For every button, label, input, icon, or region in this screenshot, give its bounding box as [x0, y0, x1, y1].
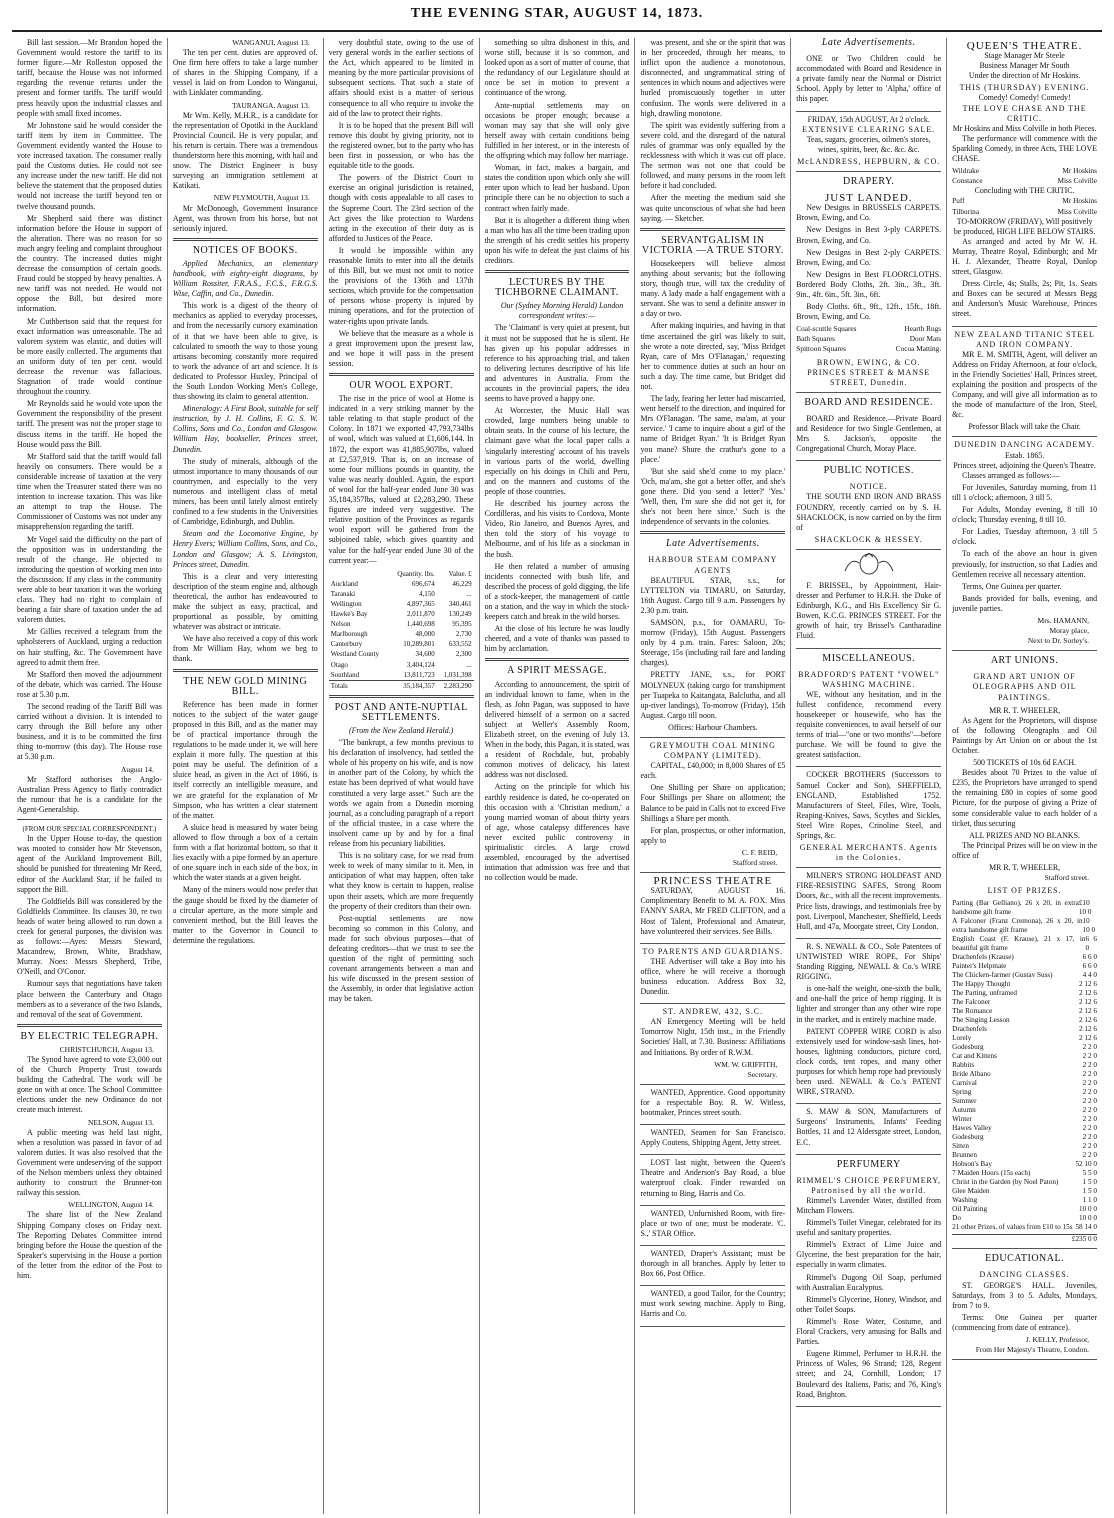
table-row: Nelson 1,440,698 95,395 [330, 620, 472, 629]
prize-row: Christ in the Garden (by Noel Paton) 1 5 0 [952, 1178, 1098, 1187]
paragraph: A sluice head is measured by water being allowed to flow through a box of a certain form with a flat horizontal bottom, so that it lies exactly with a pipe formed by an aperture of one square inch in each side of the box, in which the water stands at a given height. [172, 822, 318, 883]
section-heading: MISCELLANEOUS. [822, 652, 916, 664]
paragraph: Bill last session.—Mr Brandon hoped the Government would restore the tariff to its former figure.—Mr Rolleston opposed the tariff, because the House was not informed regarding the revenue returns under the present and former tariffs. The tariff would press heavily upon the industrial classes and people with small fixed incomes. [17, 38, 162, 118]
paragraph: something so ultra dishonest in this, and worse still, because it is so common, and looked upon as a sort of matter of course, that the redundancy of our Legislature should at once be set in motion to prevent a continuance of the wrong. [484, 38, 630, 98]
prize-row: Cat and Kittens 2 2 0 [952, 1052, 1098, 1061]
paragraph: Applied Mechanics, an elementary handbook, with eighty-eight diagrams, by William Rossiter, F.R.A.S., F.C.S., F.R.G.S. Wise, Caffin, and Co., Dunedin. [172, 258, 318, 299]
advertisement: S. MAW & SON, Manufacturers of Surgeons' Instruments, Infants' Feeding Bottles, 11 and 12 Aldersgate street, London, E.C. [796, 1104, 941, 1154]
advertisement: RIMMEL'S CHOICE PERFUMERY, Patronised by all the world. Rimmel's Lavender Water, distilled from Mitcham Flowers. Rimmel's Toilet Vinegar, celebrated for its useful and sanitary properties. Rimmel's Extract of Lime Juice and Glycerine, the best preparation for the hair, especially in warm climates. Rimmel's Dugong Oil Soap, perfumed with Australian Eucalyptus. Rimmel's Glycerine, Honey, Windsor, and other Toilet Soaps. Rimmel's Rose Water, Costume, and Floral Crackers, very amusing for Balls and Parties. Eugene Rimmel, Perfumer to H.R.H. the Princess of Wales, 96 Strand; 128, Regent street; and 24, Cornhill, London; 17 Boulevard des Italiens, Paris; and 76, King's Road, Brighton. [796, 1173, 941, 1407]
advertisement: JUST LANDED. New Designs in BRUSSELS CARPETS. Brown, Ewing, and Co. New Designs in Best 3-ply CARPETS. Brown, Ewing, and Co. New Designs in Best 2-ply CARPETS. Brown, Ewing, and Co. New Designs in Best FLOORCLOTHS. Bordered Body Cloths, 2ft. 3in., 3ft., 3ft. 9in., 4ft. 6in., 5ft. 3in., 6ft. Body Cloths. 6ft., 9ft., 12ft., 15ft., 18ft. Brown, Ewing, and Co. Coal-scuttle Squares Hearth Rugs Bath Squares Door Mats Spittoon Squares Cocoa Matting. BROWN, EWING, & CO. PRINCES STREET & MANSE STREET, Dunedin. [796, 190, 941, 393]
paragraph: Mr Cuthbertson said that the request for exact information was unreasonable. The ad valorem system was elastic, and duties will be more easily collected. The arguments that an uniform duty of ten per cent. would decrease the revenue was fallacious. Stagnation of trade would continue throughout the country. [17, 316, 162, 397]
dateline: TAURANGA, August 13. [231, 100, 310, 110]
paragraph: Mr Vogel said the difficulty on the part of the opposition was in understanding the result of the change. He objected to introducing the question of working men into the discussion. If any class in the community were able to bear taxation it was the working class. They had no right to complain of bearing a fair share of taxation under the ad valorem duties. [17, 534, 162, 625]
column-5 [635, 38, 791, 1514]
paragraph: Ante-nuptial settlements may on occasions be proper enough; because a woman may say that she will only give herself away with certain conditions being fulfilled in her interest, or in the interests of the offspring which may follow her marriage. [484, 100, 630, 161]
column-2 [168, 38, 324, 1514]
paragraph: Housekeepers will believe almost anything about servants; but the following story, though true, will tax the credulity of many. A lady made a half engagement with a servant. She was to send a definite answer in a day or two. [640, 258, 786, 319]
prize-row: Drachenfels (Krause) 6 6 0 [952, 953, 1098, 962]
paragraph: Steam and the Locomotive Engine, by Henry Evers; William Collins, Sons, and Co., London and Glasgow; A. S. Livingston, Princes street, Dunedin. [172, 529, 318, 569]
section-heading: A SPIRIT MESSAGE. [507, 665, 607, 677]
paragraph: He then related a number of amusing incidents connected with bush life, and described the process of gold digging, the life of a stock-keeper, the management of cattle on a station, and the way in which the stock-keepers catch and break in the wild horses. [484, 561, 630, 622]
prize-row: Carnival 2 2 0 [952, 1079, 1098, 1088]
advertisement: LOST last night, between the Queen's Theatre and Anderson's Bay Road, a blue waterproof cloak. Finder rewarded on returning to Bing, Harris and Co. [640, 1155, 785, 1205]
correspondent-line: (FROM OUR SPECIAL CORRESPONDENT.) [22, 825, 157, 834]
paragraph: This is no solitary case, for we read from week to week of many similar to it. Men, in anticipation of what may happen, often take what they know is certain to happen, realise upon their assets, which are more frequently the property of their creditors than their own. [328, 851, 474, 911]
table-row: Marlborough 48,000 2,730 [330, 630, 472, 639]
paragraph: 'But she said she'd come to my place.' 'Och, ma'am, she got a better offer, and she's gone there. Did you send a letter?' 'Yes.' 'Well, then, I'm sure she did not get it, for she's not been here since.' Such is the independence of servants in the colonies. [640, 466, 786, 527]
prize-row: 7 Maiden Hours (15s each) 5 5 0 [952, 1169, 1098, 1178]
section-heading: POST AND ANTE-NUPTIAL SETTLEMENTS. [334, 701, 468, 723]
paragraph: After making inquiries, and having in that time ascertained the girl was likely to suit, she wrote a note directed, say, 'Miss Bridget Ryan, care of Mrs O'Flanagan,' requesting her to commence duties at such an hour on such a day. The time came, but Bridget did not. [640, 321, 786, 391]
prize-row: Drachenfels 2 12 6 [952, 1025, 1098, 1034]
wool-export-table: Quantity. lbs. Value. £ Auckland 696,674 46,229 Taranaki 4,150 ... Wellington 4,897,365 340,461 Hawke's Bay 2,011,870 130,249 Nelson 1,440,698 95,395 Marlborough 48,000 2,730 Canterbury 10,289,801 633,552 Westland County 34,600 2,300 Otago 3,404,124 ... Southland 13,811,723 1,031,398 Totals 35,184,357 2,283,290 [330, 569, 472, 690]
advertisement: F. BRISSEL, by Appointment, Hair-dresser and Perfumer to H.R.H. the Duke of Edinburgh, K.G., and His Excellency Sir G. Bowen, K.C.G. PRINCES STREET. For the growth of hair, try Brissel's Cantharadine Fluid. [796, 578, 941, 649]
paragraph: The second reading of the Tariff Bill was carried without a division. It is intended to carry through the Bill before any other business, and it is to be committed the first thing to-morrow (this day). The House rose at 5.30 p.m. [17, 702, 162, 762]
section-heading: NOTICES OF BOOKS. [192, 244, 298, 256]
paragraph: Mr Wm. Kelly, M.H.R., is a candidate for the representation of Opotiki in the Auckland Provincial Council. He is very popular, and his return is certain. There was a tremendous thunderstorm here this morning, with hail and snow. The District Engineer is busy surveying an immigration settlement at Katikati. [172, 110, 318, 191]
paragraph: It is to be hoped that the present Bill will remove this doubt by giving priority, not to the registered owner, but to the party who has been first in possession, or who has the equitable title to the goods. [328, 120, 474, 171]
prize-row: Godesburg 2 2 0 [952, 1133, 1098, 1142]
paragraph: The share list of the New Zealand Shipping Company closes on Friday next. The Reporting Debates Committee intend bringing before the House the question of the Speaker's supervising in the House a portion of the letter from the editor of the Post to him. [17, 1210, 162, 1280]
advertisement: NEW ZEALAND TITANIC STEEL AND IRON COMPANY. MR E. M. SMITH, Agent, will deliver an Address on Friday Afternoon, at four o'clock, in the Friendly Societies' Hall, Princes street, explaining the position and prospects of the Company, and will give all information as to the mode of manufacture of the Iron, Steel, &c. Professor Black will take the Chair. [952, 327, 1097, 438]
section-heading: Late Advertisements. [821, 38, 916, 48]
paragraph: This is a clear and very interesting description of the steam engine and, although theoretical, the author has endeavoured to make the subject as easy, practical, and proportional as possible, by omitting whatever was abstract or intricate. [172, 571, 318, 632]
dateline: WANGANUI, August 13. [232, 38, 310, 47]
advertisement: DUNEDIN DANCING ACADEMY. Estab. 1865. Princes street, adjoining the Queen's Theatre. Classes arranged as follows:— For Juveniles, Saturday morning, from 11 till 1 o'clock; afternoon, 3 till 5. For Adults, Monday evening, 8 till 10 o'clock; Thursday evening, 8 till 10. For Ladies, Tuesday afternoon, 3 till 5 o'clock. To each of the above an hour is given previously, for instruction, so that Ladies and Gentlemen receive all necessary attention. Terms, One Guinea per quarter. Bands provided for balls, evening, and juvenile parties. Mrs. HAMANN, Moray place, Next to Dr. Sorley's. [952, 437, 1097, 651]
prize-row: Washing 1 1 0 [952, 1196, 1098, 1205]
advertisement: QUEEN'S THEATRE. Stage Manager Mr Steele Business Manager Mr South Under the direction of Mr Hoskins. THIS (THURSDAY) EVENING. Comedy! Comedy! Comedy! THE LOVE CHASE AND THE CRITIC. Mr Hoskins and Miss Colville in both Pieces. The performance will commence with the Sparkling Comedy, in three Acts, THE LOVE CHASE. Wildrake Mr Hoskins Constance Miss Colville Concluding with THE CRITIC. Puff Mr Hoskins Tilburina Miss Colville TO-MORROW (FRIDAY), Will positively be produced, HIGH LIFE BELOW STAIRS. As arranged and acted by Mr W. H. Murray, Theatre Royal, Edinburgh; and Mr H. J. Alexander, Theatre Royal, Dunlop street, Glasgow. Dress Circle, 4s; Stalls, 2s; Pit, 1s. Seats and Boxes can be secured at Messrs Begg and Anderson's Music Warehouse, Princes street. [952, 38, 1097, 327]
dateline: CHRISTCHURCH, August 13. [59, 1044, 154, 1054]
prize-list [952, 899, 1097, 1232]
prize-row: Lorely 2 12 6 [952, 1034, 1098, 1043]
paragraph: very doubtful state, owing to the use of very general words in the earlier sections of the Act, which appeared to be limited in meaning by the more particular provisions of subsequent sections. That such a state of affairs should exist is a matter of serious consequence to all who require to invoke the aid of the law to protect their rights. [328, 38, 474, 118]
paragraph: Mr Reynolds said he would vote upon the Government the responsibility of the present tariff. The present was not the proper stage to discuss items in the tariff. He hoped the House would pass the Bill. [17, 399, 162, 449]
dateline: NEW PLYMOUTH, August 13. [213, 193, 310, 203]
table-row: Auckland 696,674 46,229 [330, 579, 472, 588]
source-line: Our (Sydney Morning Herald) London correspondent writes:— [500, 301, 624, 321]
prize-row: A Falconer (Franz Cremona), 26 x 20, in extra handsome gilt frame 10 10 0 [952, 917, 1096, 935]
paragraph: The spirit was evidently suffering from a severe cold, and the disregard of the natural rules of grammar was only equalled by the recklessness with which it was cut off place. The sermon was not one that could be followed, and many persons in the room left before it had concluded. [640, 120, 786, 191]
parliament-report [17, 38, 162, 815]
prize-row: The Falconer 2 12 6 [952, 998, 1098, 1007]
dateline: NELSON, August 13. [88, 1117, 154, 1127]
source-line: (From the New Zealand Herald.) [349, 726, 454, 735]
section-heading: Late Advertisements. [666, 538, 760, 550]
paragraph: The Synod have agreed to vote £3,000 out of the Church Property Trust towards building the Cathedral. The work will be gone on with at once. The School Committee elections under the new Ordinance do not create much interest. [17, 1055, 162, 1115]
table-row: Westland County 34,600 2,300 [330, 650, 472, 659]
prize-row: The Singing Lesson 2 12 6 [952, 1016, 1098, 1025]
paragraph: Acting on the principle for which his earthly residence is dated, he co-operated on this occasion with a 'Christian medium,' a young married woman of about thirty years of age, whose catalepsy differences have never excited public controversy in spiritualistic circles. A large crowd assembled, encouraged by the advertised intimation that admission was free and that no collection would be made. [484, 782, 630, 883]
paragraph: "The bankrupt, a few months previous to his declaration of insolvency, had settled the whole of his property on his wife, and is now in another part of the Colony, by which the estate has been deprived of what would have constituted a very large asset." Such are the words we again from a Dunedin morning journal, as a concluding paragraph of a report of the official trustee, in a case where the insolvent came up by and by for a final release from his pecuniary liabilities. [328, 738, 474, 849]
prize-row: English Coast (F. Krause), 21 x 17, in beautiful gilt frame 6 6 0 [952, 935, 1098, 953]
section-heading: SERVANTGALISM IN VICTORIA —A TRUE STORY. [641, 234, 784, 256]
paragraph: Mr Stafford said that the tariff would fall heavily on consumers. There would be a considerable increase of taxation at the very time when the Treasurer stated there was no intention to increase taxation. This was like an attempt to trap the House. The Commissioner of Customs was not under any misapprehension regarding the tariff. [17, 451, 162, 532]
prize-row: Sitten 2 2 0 [952, 1142, 1098, 1151]
prize-row: Brunnen 2 2 0 [952, 1151, 1098, 1160]
advertisement: BRADFORD'S PATENT "VOWEL" WASHING MACHINE. WE, without any hesitation, and in the fullest confidence, recommend every housekeeper or housewife, who has the requisite conveniences, to avail herself of our terms of trial—"one or two months"—before purchase. We will be found to give the greatest satisfaction. [796, 667, 941, 768]
paragraph: A public meeting was held last night, when a resolution was passed in favor of ad valorem duties. It was also resolved that the Government were undeserving of the support of the Nelson members unless they obtained authority to construct the Brunner-ton railway this session. [17, 1127, 162, 1198]
prize-row: The Chicken-farmer (Gustav Suss) 4 4 0 [952, 971, 1098, 980]
advertisement: COCKER BROTHERS (Successors to Samuel Cocker and Son), SHEFFIELD, ENGLAND, Established 1752. Manufacturers of Steel, Files, Wire, Tools, Reaping-Knives, Saws, Scythes and Sickles, Steel Wire Ropes, Crinoline Steel, and Springs, &c. GENERAL MERCHANTS. Agents in the Colonies. [796, 767, 941, 868]
table-row: Canterbury 10,289,801 633,552 [330, 640, 472, 649]
advertisement: R. S. NEWALL & CO., Sole Patentees of UNTWISTED WIRE ROPE, For Ships' Standing Rigging, NEWALL & Co.'s WIRE RIGGING. is one-half the weight, one-sixth the bulk, and one-half the price of hemp rigging. It is lighter and stronger than any other wire rope in the market, and is entirely machine made. PATENT COPPER WIRE CORD is also extensively used for window-sash lines, hot-houses, lightning conductors, picture cord, clock cords, tent ropes, and many other purposes for which hemp rope had previously been used. NEWALL & Co.'s PATENT WIRE, STRAND. [796, 939, 941, 1104]
section-heading: BOARD AND RESIDENCE. [804, 396, 934, 408]
paragraph: According to announcement, the spirit of an individual known to fame, when in the flesh, as John Pagan, was supposed to have delivered himself of a sermon on a sacred subject at Weller's Assembly Room, Elizabeth street, on the evening of July 13. When in the body, this Pagan, it is stated, was a resident of Rochdale, but, probably common motives of delicacy, his latest address was not disclosed. [484, 679, 630, 780]
paragraph: Mr Stafford authorises the Anglo-Australian Press Agency to flatly contradict the rumour that he is a candidate for the Agent-Generalship. [17, 774, 162, 814]
advertisement: HARBOUR STEAM COMPANY AGENTS BEAUTIFUL STAR, s.s., for LYTTELTON via TIMARU, on Saturday, 16th August. Cargo till 9 a.m. Passengers by 2.30 p.m. train. SAMSON, p.s., for OAMARU, To-morrow (Friday), 15th August. Passengers only by 4 p.m. train. Fares: Saloon, 20s; Steerage, 15s (including rail fare and landing charges). PRETTY JANE, s.s., for PORT MOLYNEUX (taking cargo for transhipment per Tuapeka to Kaitangata, Balclutha, and all up-river landings), To-morrow (Friday), 15th August. Cargo till noon. Offices: Harbour Chambers. [640, 552, 785, 738]
paragraph: Woman, in fact, makes a bargain, and states the condition upon which only she will enter upon which to lead her husband. Upon principle there can be no objection to such a contract when fairly made. [484, 163, 630, 213]
column-4 [480, 38, 636, 1514]
paragraph: Mineralogy: A First Book, suitable for self instruction, by J. H. Collins, F. G. S. W. Collins, Sons and Co., London and Glasgow. William Hay, bookseller, Princes street, Dunedin. [172, 404, 318, 454]
paragraph: He described his journey across the Cordilleras, and his visits to Cordova, Monte Video, Rio Janeiro, and Buenos Ayres, and then told the story of his voyage to Melbourne, and of his life as a stockman in the bush. [484, 499, 630, 559]
prize-row: Hobson's Bay 52 10 0 [952, 1160, 1098, 1169]
paragraph: We believe that the measure as a whole is a great improvement upon the present law, and we hope it will pass in the present session. [328, 328, 474, 368]
paragraph: The study of minerals, although of the utmost importance to many thousands of our countrymen, and especially to the very numerous and intelligent class of metal miners, has been until lately almost entirely confined to a few students in the Universities of Cambridge, Edinburgh, and Dublin. [172, 456, 318, 527]
advertisement: GREYMOUTH COAL MINING COMPANY (LIMITED). CAPITAL, £40,000; in 8,000 Shares of £5 each. One Shilling per Share on application; Four Shillings per Share on allotment; the Balance to be paid in Calls not to exceed Five Shillings a Share per month. For plan, prospectus, or other information, apply to C. F. REID, Stafford street. [640, 738, 785, 873]
prize-row: Glee Maiden 1 5 0 [952, 1187, 1098, 1196]
prize-row: The Romance 2 12 6 [952, 1007, 1098, 1016]
table-row: Hawke's Bay 2,011,870 130,249 [330, 610, 472, 619]
paragraph: The powers of the District Court to exercise an original jurisdiction is retained, though with costs appealable to all cases to the Supreme Court. The 23rd section of the Act gives the like protection to Wardens acting in the execution of their duty as is afforded to Justices of the Peace. [328, 173, 474, 243]
advertisement: WANTED, Seamen for San Francisco. Apply Coutens, Shipping Agent, Jetty street. [640, 1125, 785, 1155]
paragraph: In the Upper House to-day, the question was mooted to consider how Mr Stevenson, agent of the Auckland Improvement Bill, should be punished for threatening Mr Reed, editor of the Auckland Star, if he failed to support the Bill. [17, 834, 162, 894]
paragraph: After the meeting the medium said she was quite unconscious of what she had been saying. — Sketcher. [640, 193, 786, 223]
advertisement: NOTICE. THE SOUTH END IRON AND BRASS FOUNDRY, recently carried on by S. H. SHACKLOCK, is now carried on by the firm of SHACKLOCK & HESSEY. [796, 479, 941, 550]
paragraph: This work is a digest of the theory of mechanics as applied to everyday processes, and from the necessarily cursory examination of it that we have been able to give, is calculated to smooth the way to those young artisans becoming constantly more required to work the advance of art and science. It is dedicated to Professor Huxley, Principal of the South London Working Men's College, thus showing its claim to general attention. [172, 301, 318, 402]
paragraph: The ten per cent. duties are approved of. One firm here offers to take a large number of shares in the Shipping Company, if a vessel is laid on from London to Wanganui, with Linklater commanding. [172, 48, 318, 98]
paragraph: We have also received a copy of this work from Mr William Hay, whom we beg to thank. [172, 634, 318, 664]
prize-row: Godesburg 2 2 0 [952, 1043, 1098, 1052]
table-total-row: Totals 35,184,357 2,283,290 [330, 681, 472, 690]
paragraph: Post-nuptial settlements are now becoming so common in this Colony, and made for such obvious purposes—that of defeating creditors—that we trust to see the question of the right of permitting such covenant arrangements between a man and his wife discussed in the present session of the Assembly, in order that legislative action may be taken. [328, 913, 474, 1004]
prize-row: Autumn 2 2 0 [952, 1106, 1098, 1115]
paragraph: Mr McDonough, Government Insurance Agent, was thrown from his horse, but not seriously injured. [172, 203, 318, 233]
advertisement: ST. ANDREW, 432, S.C. AN Emergency Meeting will be held Tomorrow Night, 15th inst., in the Friendly Societies' Hall, at 7.30. Business: Affiliations and Initiations. By order of R.W.M. WM. W. GRIFFITH, Secretary. [640, 1004, 785, 1085]
column-1 [12, 38, 168, 1514]
advertisement: MILNER'S STRONG HOLDFAST AND FIRE-RESISTING SAFES, Strong Room Doors, &c., with all the recent improvements. Price lists, drawings, and testimonials free by post. Liverpool, Manchester, Sheffield, Leeds Hull, and 47a, Moorgate street, City London. [796, 868, 941, 939]
royal-arms-icon [796, 553, 941, 575]
paragraph: Rumour says that negotiations have taken place between the Canterbury and Otago members as to a severance of the two Islands, and removal of the seat of Government. [17, 979, 162, 1019]
prize-row: Winter 2 2 0 [952, 1115, 1098, 1124]
prize-total: £235 0 0 [1071, 1235, 1098, 1244]
section-heading: OUR WOOL EXPORT. [349, 380, 453, 391]
advertisement: WANTED, Unfurnished Room, with fire-place or two of one; must be moderate. 'C. S.,' STAR Office. [640, 1206, 785, 1246]
prize-row: Parting (Bar Gelliano), 26 x 20, in extra handsome gilt frame £10 10 0 [952, 899, 1092, 917]
section-heading: BY ELECTRIC TELEGRAPH. [20, 1030, 159, 1042]
advertisement: TO PARENTS AND GUARDIANS. THE Advertiser will take a Boy into his office, where he will receive a thorough business education. Address Box 32, Dunedin. [640, 944, 785, 1004]
advertisement: GRAND ART UNION OF OLEOGRAPHS AND OIL PAINTINGS. MR R. T. WHEELER, As Agent for the Proprietors, will dispose of the following Oleographs and Oil Paintings by Art Union on or about the 1st October. 500 TICKETS of 10s 6d EACH. Besides about 70 Prizes to the value of £235, the Proprietors have arranged to spend the remaining £80 in copies of some good Picture, for the purpose of giving a Prize of some considerable value to each holder of a ticket, thus securing ALL PRIZES AND NO BLANKS. The Principal Prizes will be on view in the office of MR R. T. WHEELER, Stafford street. LIST OF PRIZES. Parting (Bar Gelliano), 26 x 20, in extra handsome gilt frame £10 10 0 A Falconer (Franz Cremona), 26 x 20, in extra handsome gilt frame 10 10 0 English Coast (F. Krause), 21 x 17, in beautiful gilt frame 6 6 0 Drachenfels (Krause) 6 6 0 Painter's Helpmate 6 6 0 The Chicken-farmer (Gustav Suss) 4 4 0 The Happy Thought 2 12 6 The Parting, unframed 2 12 6 The Falconer 2 12 6 The Romance 2 12 6 The Singing Lesson 2 12 6 Drachenfels 2 12 6 Lorely 2 12 6 Godesburg 2 2 0 Cat and Kittens 2 2 0 Rabbits 2 2 0 Bride Albano 2 2 0 Carnival 2 2 0 Spring 2 2 0 Summer 2 2 0 Autumn 2 2 0 Winter 2 2 0 Hawes Valley 2 2 0 Godesburg 2 2 0 Sitten 2 2 0 Brunnen 2 2 0 Hobson's Bay 52 10 0 7 Maiden Hours (15s each) 5 5 0 Christ in the Garden (by Noel Paton) 1 5 0 Glee Maiden 1 5 0 Washing 1 1 0 Oil Painting 10 0 0 Do 10 0 0 21 other Prizes, of values from £10 to 15s 58 14 0 £235 0 0 [952, 669, 1097, 1249]
prize-row: 21 other Prizes, of values from £10 to 15s 58 14 0 [952, 1223, 1098, 1232]
section-heading: ART UNIONS. [990, 655, 1059, 667]
prize-row: Hawes Valley 2 2 0 [952, 1124, 1098, 1133]
prize-row: Do 10 0 0 [952, 1214, 1098, 1223]
paragraph: At Worcester, the Music Hall was crowded, large numbers being unable to obtain seats. In the course of his lecture, the claimant gave what the local paper calls a 'singularly interesting' account of his travels in various parts of the world, dwelling especially on his doings in Chili and Peru, and on the manners and customs of the people of those countries. [484, 406, 630, 496]
masthead: THE EVENING STAR, AUGUST 14, 1873. [12, 6, 1102, 32]
section-heading: PERFUMERY [836, 1158, 901, 1170]
paragraph: The rise in the price of wool at Home is indicated in a very striking manner by the table relating to that staple product of the Colony. In 1871 we exported 47,793,734lbs of wool, which was valued at £1,606,144. In 1872, the export was 41,885,907lbs, valued at £2,537,919. That is, on an increase of some four millions pounds in quantity, the value was nearly doubled. Again, the export of wool for the half-year ended June 30 was 35,184,357lbs, valued at £2,283,290. These figures are indeed very suggestive. The relative position of the Provinces as regards wool export will be gathered from the subjoined table, which gives quantity and value for the half-year ended June 30 of the current year:— [328, 394, 474, 565]
dateline: August 14. [120, 764, 154, 774]
advertisement: ONE or Two Children could be accommodated with Board and Residence in a private family near the Normal or District School. Apply by letter to 'Alpha,' office of this paper. [796, 51, 941, 111]
table-row: Southland 13,811,723 1,031,398 [330, 670, 472, 679]
paragraph: The Goldfields Bill was considered by the Goldfields Committee. Its clauses 30, re two heads of water being allowed to run down a creek for general purposes, the division was as follows:—Ayes: Messrs Steward, Macandrew, Brown, White, Bradshaw, Murray. Noes: Messrs Shepherd, Tribe, O'Neill, and O'Conor. [17, 896, 162, 977]
prize-row: Summer 2 2 0 [952, 1097, 1098, 1106]
section-heading: PUBLIC NOTICES. [823, 465, 914, 477]
advertisement: WANTED, Draper's Assistant; must be thorough in all branches. Apply by letter to Box 66, Post Office. [640, 1246, 785, 1286]
prize-row: Painter's Helpmate 6 6 0 [952, 962, 1098, 971]
column-6 [791, 38, 947, 1514]
table-row: Taranaki 4,150 ... [330, 589, 472, 598]
section-heading: EDUCATIONAL. [985, 1253, 1065, 1265]
column-7 [947, 38, 1102, 1514]
paragraph: Reference has been made in former notices to the subject of the water gauge proposed in this Bill, and as the matter may be of practical importance through the regulations to be made under it, we will here explain it more fully. The question at this point may be useful. The definition of a sluice head, as given in the Act of 1866, is itself correctly an intelligible measure, and we are grateful for the explanation of Mr Simpson, who has written a clear statement of the matter. [172, 699, 318, 820]
paragraph: At the close of his lecture he was loudly cheered, and a vote of thanks was passed to him by acclamation. [484, 624, 630, 654]
table-row: Wellington 4,897,365 340,461 [330, 599, 472, 608]
section-heading: DRAPERY. [843, 176, 895, 188]
paragraph: The 'Claimant' is very quiet at present, but it must not be supposed that he is silent. He has given up his popular addresses in reference to his approaching trial, and taken to delivering lectures descriptive of his life and adventures in Australia. From the accounts in the provincial papers, the idea seems to have proved a happy one. [484, 323, 630, 404]
paragraph: Mr Shepherd said there was distinct information before the House in support of the alteration. There was no reason for so much angry feeling and complaint throughout the country. The increased duties might decrease the consumption of certain goods. Fraud could be stopped by heavy penalties. A new tariff was not needed. He would not oppose the Bill, but desired more information. [17, 213, 162, 314]
advertisement: WANTED, a good Tailor, for the Country; must work sewing machine. Apply to Bing, Harris and Co. [640, 1286, 785, 1326]
paragraph: Mr Gillies received a telegram from the upholsterers of Auckland, urging a reduction on hair stuffing, &c. The Government have agreed to admit them free. [17, 627, 162, 667]
paragraph: Mr Stafford then moved the adjournment of the debate, which was carried. The House rose at 5.30 p.m. [17, 669, 162, 699]
prize-row: Spring 2 2 0 [952, 1088, 1098, 1097]
section-heading: LECTURES BY THE TICHBORNE CLAIMANT. [495, 277, 619, 299]
prize-row: Oil Painting 10 0 0 [952, 1205, 1098, 1214]
dateline: WELLINGTON, August 14. [68, 1200, 154, 1210]
table-row: Otago 3,404,124 ... [330, 660, 472, 669]
prize-row: Bride Albano 2 2 0 [952, 1070, 1098, 1079]
paragraph: It would be impossible within any reasonable limits to enter into all the details of this Bill, but we must not omit to notice the provisions of the 136th and 137th sections, which provide for the compensation of persons whose property is injured by mining operations, and for the protection of water-rights upon private lands. [328, 245, 474, 326]
advertisement: FRIDAY, 15th AUGUST, At 2 o'clock. EXTENSIVE CLEARING SALE. Teas, sugars, groceries, oilmen's stores, wines, spirits, beer, &c. &c. &c. McLANDRESS, HEPBURN, & CO. [796, 112, 941, 172]
section-heading: THE NEW GOLD MINING BILL. [183, 675, 308, 697]
advertisement: WANTED, Apprentice. Good opportunity for a respectable Boy. R. W. Witless, bootmaker, Princes street south. [640, 1085, 785, 1125]
prize-row: Rabbits 2 2 0 [952, 1061, 1098, 1070]
prize-row: The Parting, unframed 2 12 6 [952, 989, 1098, 998]
paragraph: The lady, fearing her letter had miscarried, went herself to the direction, and inquired for Mrs O'Flanagan. 'The same, ma'am, at your service.' 'I came to inquire about a girl of the name of Bridget Ryan.' 'It is Bridget Ryan you mane? Shure the crathur's gone to a place.' [640, 394, 786, 464]
paragraph: But it is altogether a different thing when a man who has all the time been trading upon the strength of his credit settles his property upon his wife to defeat the just claims of his creditors. [484, 215, 630, 265]
column-3 [324, 38, 480, 1514]
advertisement: BOARD and Residence.—Private Board and Residence for two Single Gentlemen, at Mrs S. Jackson's, opposite the Congregational Church, Moray Place. [796, 411, 941, 461]
prize-row: The Happy Thought 2 12 6 [952, 980, 1098, 989]
advertisement: PRINCESS THEATRE SATURDAY, AUGUST 16. Complimentary Benefit to M. A. FOX. Miss FANNY SARA, Mr FRED CLIFTON, and a Host of Talent, Professional and Amateur, have volunteered their services. See Bills. [640, 873, 785, 944]
paragraph: Many of the miners would now prefer that the gauge should be fixed by the diameter of a circular aperture, as the more simple and convenient method, but the Bill leaves the matter to the Governor in Council to determine the regulations. [172, 885, 318, 945]
paragraph: was present, and she or the spirit that was in her proceeded, through her means, to inflict upon the audience a monotonous, disconnected, and ungrammatical string of sentences in which nouns and adjectives were hurled promiscuously together in utter confusion. The words were delivered in a high, drawling monotone. [640, 38, 786, 118]
advertisement: DANCING CLASSES. ST. GEORGE'S HALL. Juveniles, Saturdays, from 3 to 5. Adults, Mondays, from 7 to 9. Terms: One Guinea per quarter (commencing from date of entrance). J. KELLY, Professor, From Her Majesty's Theatre, London. [952, 1267, 1097, 1360]
paragraph: Mr Johnstone said he would consider the tariff item by item in Committee. The Government evidently wanted the House to vote increased taxation. The consumer really paid the Customs duties. He could not see any increase under the new tariff. He did not believe the statement that the proposed duties would not increase the tariff beyond ten or twelve thousand pounds. [17, 120, 162, 211]
